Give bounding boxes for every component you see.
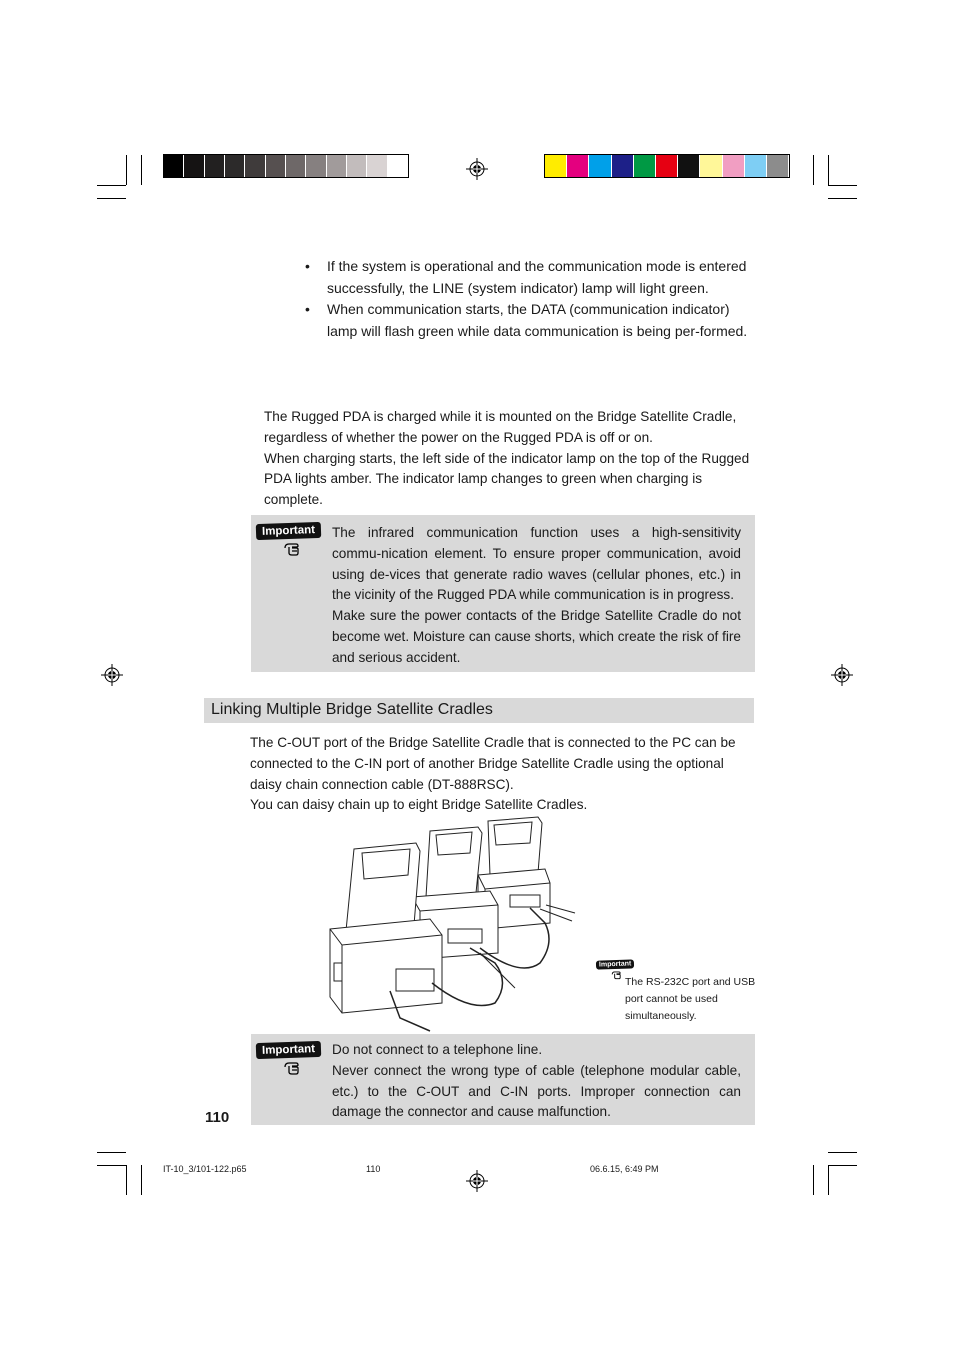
registration-mark-icon	[466, 1170, 488, 1192]
grayscale-color-bar	[163, 154, 409, 178]
process-swatch	[767, 155, 789, 177]
pointing-hand-icon	[611, 970, 622, 980]
important-paragraph: Never connect the wrong type of cable (telephone modular cable, etc.) to the C-OUT and C-IN ports. Improper connection can damage the connector and cause malfunction.	[332, 1062, 741, 1120]
linking-paragraph: You can daisy chain up to eight Bridge Satellite Cradles.	[250, 797, 588, 813]
linking-section	[250, 733, 750, 816]
bullet-text: If the system is operational and the communication mode is entered successfully, the LINE (system indicator) lamp will light green.	[327, 258, 747, 296]
process-swatch	[723, 155, 745, 177]
gray-swatch	[367, 155, 387, 177]
charging-section	[264, 407, 754, 511]
gray-swatch	[164, 155, 184, 177]
gray-swatch	[184, 155, 204, 177]
process-swatch	[745, 155, 767, 177]
important-note-box	[251, 515, 755, 672]
footer-filename: IT-10_3/101-122.p65	[163, 1164, 247, 1174]
process-color-bar	[544, 154, 790, 178]
bullet-symbol: •	[305, 258, 310, 274]
important-badge-small: Important	[596, 959, 635, 969]
gray-swatch	[205, 155, 225, 177]
footer-page: 110	[366, 1164, 381, 1174]
process-swatch	[545, 155, 567, 177]
important-badge: Important	[256, 522, 322, 540]
list-item	[305, 256, 755, 299]
process-swatch	[678, 155, 700, 177]
gray-swatch	[266, 155, 286, 177]
gray-swatch	[286, 155, 306, 177]
process-swatch	[612, 155, 634, 177]
rs232c-usb-note: The RS-232C port and USB port cannot be used simultaneously.	[625, 976, 756, 1022]
footer-timestamp: 06.6.15, 6:49 PM	[590, 1164, 659, 1174]
gray-swatch	[306, 155, 326, 177]
charging-paragraph: The Rugged PDA is charged while it is mounted on the Bridge Satellite Cradle, regardless of whether the power on the Rugged PDA is off or on.	[264, 409, 737, 445]
linking-paragraph: The C-OUT port of the Bridge Satellite Cradle that is connected to the PC can be connected to the C-IN port of another Bridge Satellite Cradle using the optional daisy chain connection cable (DT-888RSC).	[250, 735, 736, 792]
important-badge: Important	[256, 1041, 322, 1059]
important-text	[332, 523, 741, 669]
important-paragraph: Do not connect to a telephone line.	[332, 1042, 543, 1057]
important-text	[332, 1040, 741, 1123]
registration-mark-icon	[466, 158, 488, 180]
gray-swatch	[245, 155, 265, 177]
registration-mark-icon	[101, 664, 123, 686]
charging-paragraph: When charging starts, the left side of the indicator lamp on the top of the Rugged PDA lights amber. The indicator lamp changes to green when charging is complete.	[264, 450, 750, 508]
section-heading	[204, 698, 754, 723]
important-note-box	[251, 1034, 755, 1125]
process-swatch	[656, 155, 678, 177]
pointing-hand-icon	[283, 541, 301, 557]
page-number: 110	[205, 1109, 230, 1126]
gray-swatch	[225, 155, 245, 177]
bullet-symbol: •	[305, 301, 310, 317]
process-swatch	[634, 155, 656, 177]
bullet-text: When communication starts, the DATA (communication indicator) lamp will flash green while data communication is being per-formed.	[327, 301, 748, 339]
process-swatch	[700, 155, 722, 177]
cradle-front	[330, 843, 442, 1013]
process-swatch	[589, 155, 611, 177]
gray-swatch	[347, 155, 367, 177]
process-swatch	[567, 155, 589, 177]
list-item	[305, 299, 755, 342]
registration-mark-icon	[831, 664, 853, 686]
status-bullet-list	[305, 256, 755, 342]
pointing-hand-icon	[283, 1060, 301, 1076]
section-title: Linking Multiple Bridge Satellite Cradles	[211, 701, 493, 718]
daisy-chained-cradles-illustration	[320, 813, 580, 1033]
important-paragraph: Make sure the power contacts of the Bridge Satellite Cradle do not become wet. Moisture can cause shorts, which create the risk of fire and serious accident.	[332, 608, 741, 665]
gray-swatch	[388, 155, 408, 177]
important-paragraph: The infrared communication function uses a high-sensitivity commu-nication element. To ensure proper communication, avoid using de-vices that generate radio waves (cellular phones, etc.) in the vicinity of the Rugged PDA while communication is in progress.	[332, 525, 741, 603]
gray-swatch	[327, 155, 347, 177]
